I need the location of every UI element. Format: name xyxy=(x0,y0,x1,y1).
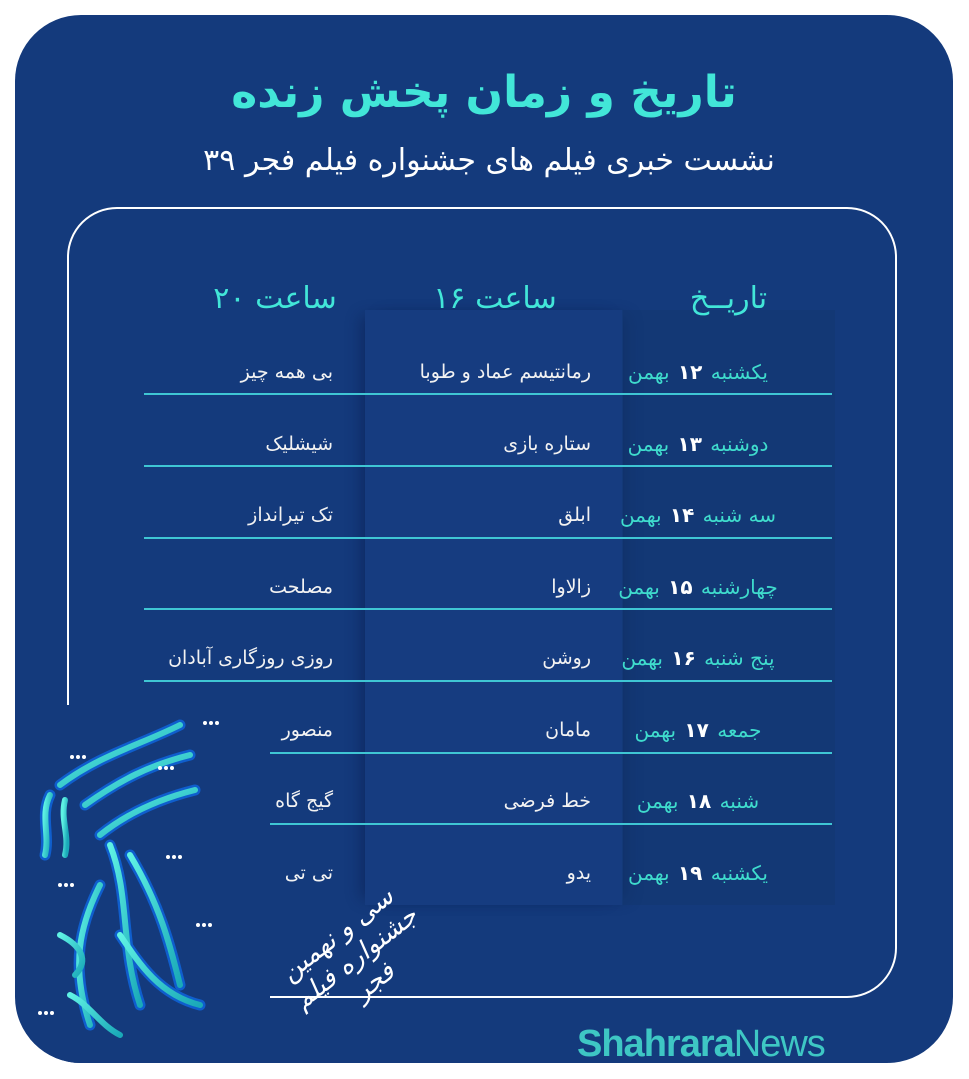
date-cell: سه شنبه ۱۴ بهمن xyxy=(619,503,777,527)
film-16-cell: رمانتیسم عماد و طوبا xyxy=(419,361,591,383)
date-cell: یکشنبه ۱۹ بهمن xyxy=(628,860,768,885)
table-row xyxy=(15,552,953,624)
film-16-cell: ابلق xyxy=(558,504,591,526)
page-subtitle: نشست خبری فیلم های جشنواره فیلم فجر ۳۹ xyxy=(203,143,775,178)
film-16-cell: مامان xyxy=(545,718,591,741)
film-20-cell: منصور xyxy=(281,718,333,741)
page-title: تاریخ و زمان پخش زنده xyxy=(231,67,737,118)
film-16-cell: خط فرضی xyxy=(503,790,591,812)
brand-name-bold: Shahrara xyxy=(577,1023,734,1063)
column-header-20: ساعت ۲۰ xyxy=(213,281,337,316)
column-header-16: ساعت ۱۶ xyxy=(433,281,557,316)
infographic-card xyxy=(15,15,953,1063)
row-divider xyxy=(210,752,832,754)
date-cell: شنبه ۱۸ بهمن xyxy=(636,789,760,813)
brand-name-light: News xyxy=(733,1023,825,1063)
row-divider xyxy=(144,465,832,467)
film-20-cell: تی تی xyxy=(284,861,333,884)
date-cell: پنج شنبه ۱۶ بهمن xyxy=(621,646,775,670)
film-16-cell: ستاره بازی xyxy=(503,432,591,455)
film-16-cell: روشن xyxy=(542,647,591,669)
film-16-cell: یدو xyxy=(566,861,591,884)
festival-name-calligraphy: سی و نهمین جشنواره فیلم فجر xyxy=(275,881,424,1016)
date-cell: جمعه ۱۷ بهمن xyxy=(634,717,762,742)
row-divider xyxy=(144,680,832,682)
table-row xyxy=(15,480,953,552)
date-cell: یکشنبه ۱۲ بهمن xyxy=(628,360,768,384)
simorgh-phoenix-calligraphy-icon xyxy=(30,705,270,1063)
film-20-cell: مصلحت xyxy=(269,575,333,598)
film-20-cell: شیشلیک xyxy=(265,432,333,455)
film-20-cell: بی همه چیز xyxy=(240,361,333,383)
film-20-cell: گیج گاه xyxy=(275,790,333,812)
film-20-cell: روزی روزگاری آبادان xyxy=(168,647,333,669)
table-row xyxy=(15,409,953,481)
row-divider xyxy=(144,393,832,395)
date-cell: دوشنبه ۱۳ بهمن xyxy=(627,431,769,456)
film-20-cell: تک تیرانداز xyxy=(248,504,333,526)
column-header-date: تاریــخ xyxy=(689,281,768,316)
brand-logo xyxy=(577,1021,825,1063)
row-divider xyxy=(144,537,832,539)
table-header xyxy=(15,273,953,325)
date-cell: چهارشنبه ۱۵ بهمن xyxy=(618,574,778,599)
table-row xyxy=(15,623,953,695)
row-divider xyxy=(175,823,832,825)
row-divider xyxy=(144,608,832,610)
film-16-cell: زالاوا xyxy=(551,575,591,598)
table-row xyxy=(15,337,953,409)
